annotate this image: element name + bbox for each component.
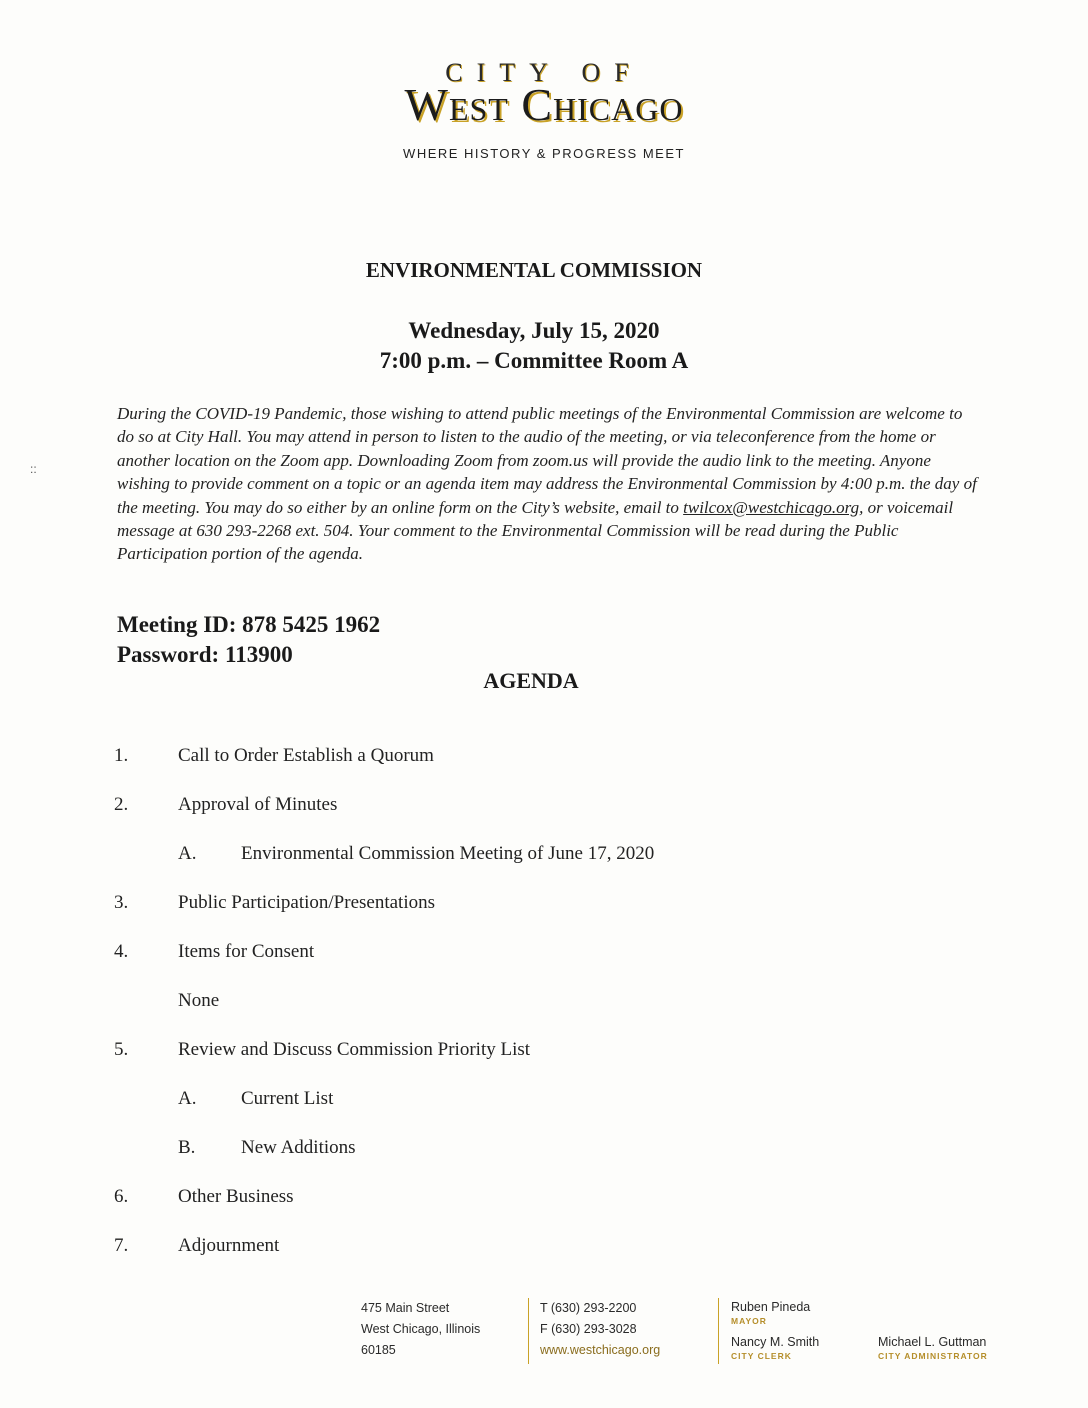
administrator-name: Michael L. Guttman	[878, 1335, 987, 1349]
agenda-subitem-text: Environmental Commission Meeting of June 17, 2020	[241, 843, 655, 864]
agenda-subitem-letter: B.	[178, 1137, 196, 1158]
footer-fax: F (630) 293-3028	[540, 1322, 637, 1336]
meeting-id: Meeting ID: 878 5425 1962	[117, 612, 381, 637]
agenda-item-number: 1.	[114, 745, 129, 766]
document-title: ENVIRONMENTAL COMMISSION	[365, 258, 703, 282]
footer-website-link[interactable]: www.westchicago.org	[540, 1343, 661, 1357]
footer-zip: 60185	[361, 1343, 396, 1357]
agenda-item-text: Call to Order Establish a Quorum	[178, 745, 434, 766]
agenda-subitem-text: Current List	[241, 1088, 334, 1109]
agenda-item-text: Items for Consent	[178, 941, 315, 962]
agenda-item-text: Public Participation/Presentations	[178, 892, 435, 913]
notice-email-link[interactable]: twilcox@westchicago.org	[683, 497, 860, 517]
footer-administrator	[878, 1334, 988, 1361]
footer-city: West Chicago, Illinois	[361, 1322, 481, 1336]
notice-text-2: , or voicemail message at 630 293-2268 ext. 504. Your comment to the Environmental Commission will be read during the Public Participation portion of the agenda.	[117, 497, 954, 564]
meeting-date-block	[0, 316, 1068, 376]
footer-phone: T (630) 293-2200	[540, 1301, 637, 1315]
mayor-title: MAYOR	[731, 1316, 767, 1326]
agenda-subitem-text: New Additions	[241, 1137, 356, 1158]
margin-mark: ::	[30, 462, 37, 476]
agenda-item-number: 7.	[114, 1235, 129, 1256]
footer-officials	[731, 1299, 819, 1361]
meeting-credentials	[117, 610, 380, 670]
agenda-item-text: Review and Discuss Commission Priority List	[178, 1039, 531, 1060]
footer-contact	[540, 1298, 660, 1361]
footer-address	[361, 1298, 480, 1361]
agenda-item-number: 2.	[114, 794, 129, 815]
notice-text-1: During the COVID-19 Pandemic, those wishing to attend public meetings of the Environmental Commission are welcome to do so at City Hall. You may attend in person to listen to the audio of the meeting, or via teleconference from the home or another location on the Zoom app. Downloading Zoom from zoom.us will provide the audio link to the meeting. Anyone wishing to provide comment on a topic or an agenda item may address the Environmental Commission by 4:00 p.m. the day of the meeting. You may do so either by an online form on the City’s website, email to	[117, 404, 977, 517]
agenda-subitem-letter: A.	[178, 1088, 197, 1109]
agenda-item-text: Other Business	[178, 1186, 294, 1207]
footer-divider	[528, 1298, 529, 1364]
agenda-item-text: Approval of Minutes	[178, 794, 338, 815]
agenda-item-number: 5.	[114, 1039, 129, 1060]
covid-notice	[117, 402, 977, 566]
agenda-subitem-letter: A.	[178, 843, 197, 864]
agenda-item-text: Adjournment	[178, 1235, 280, 1256]
agenda-item-number: 4.	[114, 941, 129, 962]
meeting-date: Wednesday, July 15, 2020	[408, 318, 660, 343]
clerk-title: CITY CLERK	[731, 1351, 792, 1361]
meeting-time-location: 7:00 p.m. – Committee Room A	[379, 348, 689, 373]
footer-street: 475 Main Street	[361, 1301, 450, 1315]
administrator-title: CITY ADMINISTRATOR	[878, 1351, 988, 1361]
letterhead-tagline: WHERE HISTORY & PROGRESS MEET	[403, 146, 685, 161]
agenda-heading: AGENDA	[483, 668, 579, 693]
mayor-name: Ruben Pineda	[731, 1300, 811, 1314]
agenda-item-number: 3.	[114, 892, 129, 913]
agenda-item-number: 6.	[114, 1186, 129, 1207]
clerk-name: Nancy M. Smith	[731, 1335, 820, 1349]
agenda-note-text: None	[178, 990, 220, 1011]
letterhead-city-name: West Chicago	[404, 79, 684, 130]
footer-divider	[718, 1298, 719, 1364]
meeting-password: Password: 113900	[117, 642, 293, 667]
letterhead-city-of: CITY OF	[445, 58, 643, 87]
